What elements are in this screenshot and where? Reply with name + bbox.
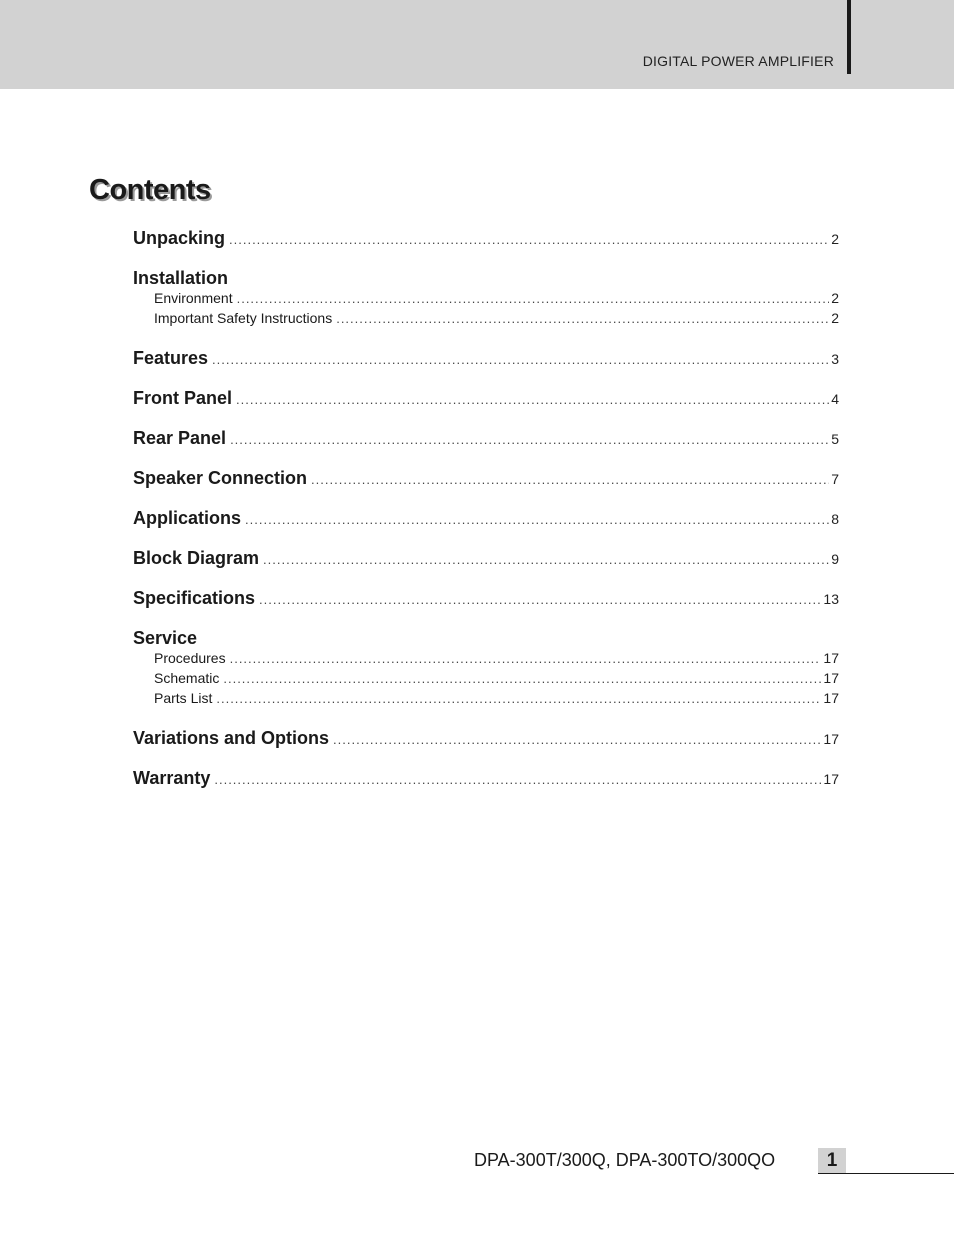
toc-group [133, 768, 839, 790]
toc-entry[interactable] [133, 468, 839, 490]
toc-entry[interactable] [133, 508, 839, 530]
toc-dot-leader [237, 291, 830, 306]
toc-dot-leader [230, 651, 822, 666]
toc-group [133, 428, 839, 450]
toc-dot-leader [216, 691, 821, 706]
toc-entry-page: 4 [831, 391, 839, 407]
toc-group [133, 388, 839, 410]
header-accent-bar [847, 0, 851, 74]
page-heading: Contents [89, 174, 211, 206]
toc-entry-title: Variations and Options [133, 728, 330, 748]
toc-entry[interactable] [133, 388, 839, 410]
toc-entry-title: Warranty [133, 768, 211, 788]
toc-dot-leader [214, 772, 821, 787]
toc-subentry[interactable] [133, 670, 839, 690]
toc-entry-page: 7 [831, 471, 839, 487]
toc-entry[interactable] [133, 628, 839, 650]
header-band [0, 0, 954, 89]
toc-group [133, 628, 839, 710]
footer-rule [818, 1173, 954, 1174]
toc-dot-leader [236, 392, 829, 407]
toc-entry-title: Installation [133, 268, 229, 288]
toc-entry[interactable] [133, 228, 839, 250]
toc-group [133, 228, 839, 250]
toc-subentry-page: 2 [831, 290, 839, 306]
toc-entry-page: 3 [831, 351, 839, 367]
footer-model-name: DPA-300T/300Q, DPA-300TO/300QO [474, 1150, 776, 1170]
toc-dot-leader [336, 311, 829, 326]
toc-entry-page: 5 [831, 431, 839, 447]
toc-subentry-page: 17 [823, 650, 839, 666]
toc-group [133, 468, 839, 490]
toc-entry[interactable] [133, 348, 839, 370]
toc-subentry[interactable] [133, 290, 839, 310]
page-number: 1 [818, 1148, 846, 1173]
toc-entry-title: Speaker Connection [133, 468, 308, 488]
toc-entry-title: Rear Panel [133, 428, 227, 448]
toc-subentry[interactable] [133, 650, 839, 670]
toc-subentry[interactable] [133, 310, 839, 330]
toc-entry-title: Unpacking [133, 228, 226, 248]
toc-dot-leader [263, 552, 829, 567]
toc-entry-title: Specifications [133, 588, 256, 608]
toc-dot-leader [229, 232, 829, 247]
toc-subentry-title: Important Safety Instructions [154, 310, 333, 326]
toc-dot-leader [259, 592, 821, 607]
toc-entry-title: Service [133, 628, 198, 648]
toc-group [133, 728, 839, 750]
toc-entry[interactable] [133, 588, 839, 610]
toc-entry[interactable] [133, 768, 839, 790]
toc-entry-page: 9 [831, 551, 839, 567]
toc-group [133, 548, 839, 570]
toc-dot-leader [311, 472, 829, 487]
toc-group [133, 268, 839, 330]
toc-subentry-page: 17 [823, 670, 839, 686]
toc-subentry-page: 2 [831, 310, 839, 326]
toc-entry-page: 8 [831, 511, 839, 527]
toc-subentry-page: 17 [823, 690, 839, 706]
toc-entry[interactable] [133, 268, 839, 290]
toc-dot-leader [212, 352, 829, 367]
table-of-contents [133, 228, 839, 808]
toc-subentry-title: Environment [154, 290, 233, 306]
toc-group [133, 348, 839, 370]
toc-dot-leader [333, 732, 821, 747]
toc-group [133, 508, 839, 530]
toc-entry-title: Block Diagram [133, 548, 260, 568]
toc-subentry-title: Procedures [154, 650, 226, 666]
toc-entry-page: 17 [823, 731, 839, 747]
toc-dot-leader [223, 671, 821, 686]
toc-entry[interactable] [133, 728, 839, 750]
toc-entry-title: Applications [133, 508, 242, 528]
toc-entry[interactable] [133, 428, 839, 450]
toc-subentry-title: Parts List [154, 690, 213, 706]
toc-entry-page: 13 [823, 591, 839, 607]
toc-dot-leader [245, 512, 829, 527]
toc-entry-title: Front Panel [133, 388, 233, 408]
toc-entry-page: 17 [823, 771, 839, 787]
header-title: DIGITAL POWER AMPLIFIER [642, 53, 834, 69]
toc-group [133, 588, 839, 610]
toc-subentry[interactable] [133, 690, 839, 710]
toc-subentry-title: Schematic [154, 670, 220, 686]
toc-entry-page: 2 [831, 231, 839, 247]
toc-dot-leader [230, 432, 829, 447]
toc-entry-title: Features [133, 348, 209, 368]
toc-entry[interactable] [133, 548, 839, 570]
